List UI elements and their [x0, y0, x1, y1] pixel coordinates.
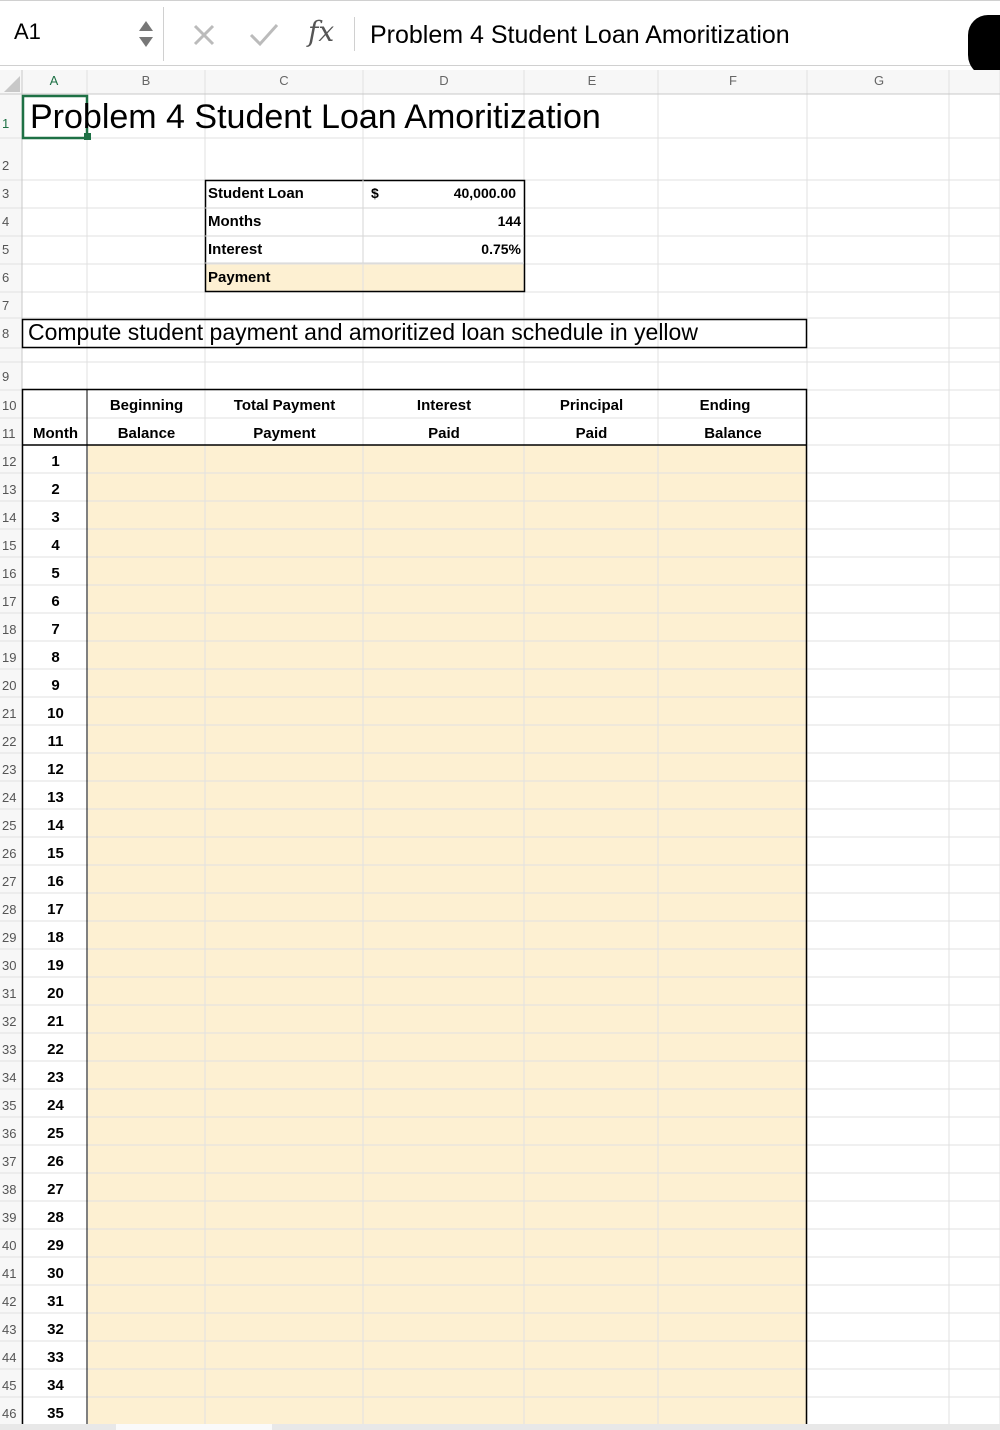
row-header-45[interactable]: 45	[2, 1378, 17, 1393]
row-header-28[interactable]: 28	[2, 902, 17, 917]
header-principal-paid[interactable]: Paid	[575, 425, 608, 442]
header-interest[interactable]: Interest	[416, 397, 472, 414]
instruction-text[interactable]: Compute student payment and amoritized loan schedule in yellow	[28, 319, 698, 345]
row-header-5[interactable]: 5	[2, 242, 10, 257]
month-cell[interactable]: 8	[51, 649, 60, 666]
header-month[interactable]: Month	[33, 425, 78, 442]
row-header-36[interactable]: 36	[2, 1126, 17, 1141]
row-header-42[interactable]: 42	[2, 1294, 17, 1309]
row-header-41[interactable]: 41	[2, 1266, 17, 1281]
header-beginning[interactable]: Beginning	[109, 397, 184, 414]
column-header-e[interactable]: E	[587, 73, 597, 88]
month-cell[interactable]: 18	[47, 929, 64, 946]
header-ending-balance[interactable]: Balance	[704, 425, 762, 442]
column-header-c[interactable]: C	[279, 73, 289, 88]
month-cell[interactable]: 5	[51, 565, 60, 582]
column-header-f[interactable]: F	[729, 73, 737, 88]
month-cell[interactable]: 30	[47, 1265, 64, 1282]
row-header-44[interactable]: 44	[2, 1350, 17, 1365]
row-header-8[interactable]: 8	[2, 326, 10, 341]
row-header-38[interactable]: 38	[2, 1182, 17, 1197]
row-header-24[interactable]: 24	[2, 790, 17, 805]
column-header-g[interactable]: G	[873, 73, 885, 88]
scrollbar-thumb	[116, 1424, 272, 1430]
header-balance[interactable]: Balance	[117, 425, 176, 442]
month-cell[interactable]: 17	[47, 901, 64, 918]
loan-value[interactable]: 40,000.00	[453, 185, 516, 201]
row-header-23[interactable]: 23	[2, 762, 17, 777]
row-header-13[interactable]: 13	[2, 482, 17, 497]
interest-label[interactable]: Interest	[208, 241, 263, 258]
month-cell[interactable]: 3	[51, 509, 60, 526]
column-header-a[interactable]: A	[49, 73, 59, 88]
month-cell[interactable]: 1	[51, 453, 60, 470]
row-header-4[interactable]: 4	[2, 214, 10, 229]
row-header-6[interactable]: 6	[2, 270, 10, 285]
month-cell[interactable]: 13	[47, 789, 64, 806]
row-header-9[interactable]: 9	[2, 369, 10, 384]
month-cell[interactable]: 22	[47, 1041, 64, 1058]
row-header-34[interactable]: 34	[2, 1070, 17, 1085]
row-header-2[interactable]: 2	[2, 158, 10, 173]
row-header-32[interactable]: 32	[2, 1014, 17, 1029]
row-header-11[interactable]: 11	[2, 426, 16, 441]
column-header-b[interactable]: B	[141, 73, 151, 88]
row-header-25[interactable]: 25	[2, 818, 17, 833]
row-header-29[interactable]: 29	[2, 930, 17, 945]
loan-currency[interactable]: $	[371, 185, 379, 201]
row-header-37[interactable]: 37	[2, 1154, 17, 1169]
interest-value[interactable]: 0.75%	[481, 241, 521, 257]
month-cell[interactable]: 10	[47, 705, 64, 722]
months-value[interactable]: 144	[497, 213, 521, 229]
row-header-15[interactable]: 15	[2, 538, 17, 553]
row-header-30[interactable]: 30	[2, 958, 17, 973]
row-header-27[interactable]: 27	[2, 874, 17, 889]
month-cell[interactable]: 26	[47, 1153, 64, 1170]
row-header-12[interactable]: 12	[2, 454, 17, 469]
row-header-7[interactable]: 7	[2, 298, 10, 313]
month-cell[interactable]: 16	[47, 873, 64, 890]
header-interest-paid[interactable]: Paid	[428, 425, 460, 442]
row-header-19[interactable]: 19	[2, 650, 17, 665]
header-payment[interactable]: Payment	[253, 425, 316, 442]
month-cell[interactable]: 20	[47, 985, 64, 1002]
column-header-d[interactable]: D	[439, 73, 449, 88]
month-cell[interactable]: 4	[51, 537, 60, 554]
row-header-31[interactable]: 31	[2, 986, 17, 1001]
month-cell[interactable]: 35	[47, 1405, 64, 1422]
row-header-39[interactable]: 39	[2, 1210, 17, 1225]
month-cell[interactable]: 21	[47, 1013, 64, 1030]
row-header-46[interactable]: 46	[2, 1406, 17, 1421]
month-cell[interactable]: 28	[47, 1209, 64, 1226]
month-cell[interactable]: 31	[47, 1293, 64, 1310]
schedule-highlight	[88, 445, 807, 1424]
row-header-40[interactable]: 40	[2, 1238, 17, 1253]
month-cell[interactable]: 23	[47, 1069, 64, 1086]
row-header-21[interactable]: 21	[2, 706, 17, 721]
month-cell[interactable]: 19	[47, 957, 64, 974]
month-cell[interactable]: 24	[47, 1097, 64, 1114]
months-label[interactable]: Months	[208, 213, 262, 230]
row-header-26[interactable]: 26	[2, 846, 17, 861]
payment-label[interactable]: Payment	[208, 269, 271, 286]
month-cell[interactable]: 12	[47, 761, 64, 778]
row-header-10[interactable]: 10	[2, 398, 17, 413]
header-total-payment[interactable]: Total Payment	[233, 397, 336, 414]
row-header-20[interactable]: 20	[2, 678, 17, 693]
month-cell[interactable]: 15	[47, 845, 64, 862]
row-header-35[interactable]: 35	[2, 1098, 17, 1113]
row-header-18[interactable]: 18	[2, 622, 17, 637]
month-cell[interactable]: 9	[51, 677, 60, 694]
month-cell[interactable]: 7	[51, 621, 60, 638]
month-cell[interactable]: 11	[47, 733, 64, 750]
month-cell[interactable]: 25	[47, 1125, 64, 1142]
month-cell[interactable]: 2	[51, 481, 60, 498]
sheet-title[interactable]: Problem 4 Student Loan Amoritization	[30, 98, 601, 136]
month-cell[interactable]: 6	[51, 593, 60, 610]
formula-input[interactable]: Problem 4 Student Loan Amoritization	[370, 21, 790, 49]
month-cell[interactable]: 14	[47, 817, 64, 834]
month-cell[interactable]: 27	[47, 1181, 64, 1198]
row-header-17[interactable]: 17	[2, 594, 17, 609]
header-ending[interactable]: Ending	[699, 397, 751, 414]
row-header-14[interactable]: 14	[2, 510, 17, 525]
month-cell[interactable]: 32	[47, 1321, 64, 1338]
month-cell[interactable]: 33	[47, 1349, 64, 1366]
loan-label[interactable]: Student Loan	[208, 185, 304, 202]
row-header-33[interactable]: 33	[2, 1042, 17, 1057]
month-cell[interactable]: 34	[47, 1377, 64, 1394]
function-icon[interactable]: fx	[308, 15, 335, 48]
row-header-43[interactable]: 43	[2, 1322, 17, 1337]
row-header-3[interactable]: 3	[2, 186, 10, 201]
row-header-16[interactable]: 16	[2, 566, 17, 581]
row-header-22[interactable]: 22	[2, 734, 17, 749]
name-box-value: A1	[14, 19, 41, 44]
row-header-1[interactable]: 1	[2, 116, 10, 131]
month-cell[interactable]: 29	[47, 1237, 64, 1254]
header-principal[interactable]: Principal	[559, 397, 624, 414]
